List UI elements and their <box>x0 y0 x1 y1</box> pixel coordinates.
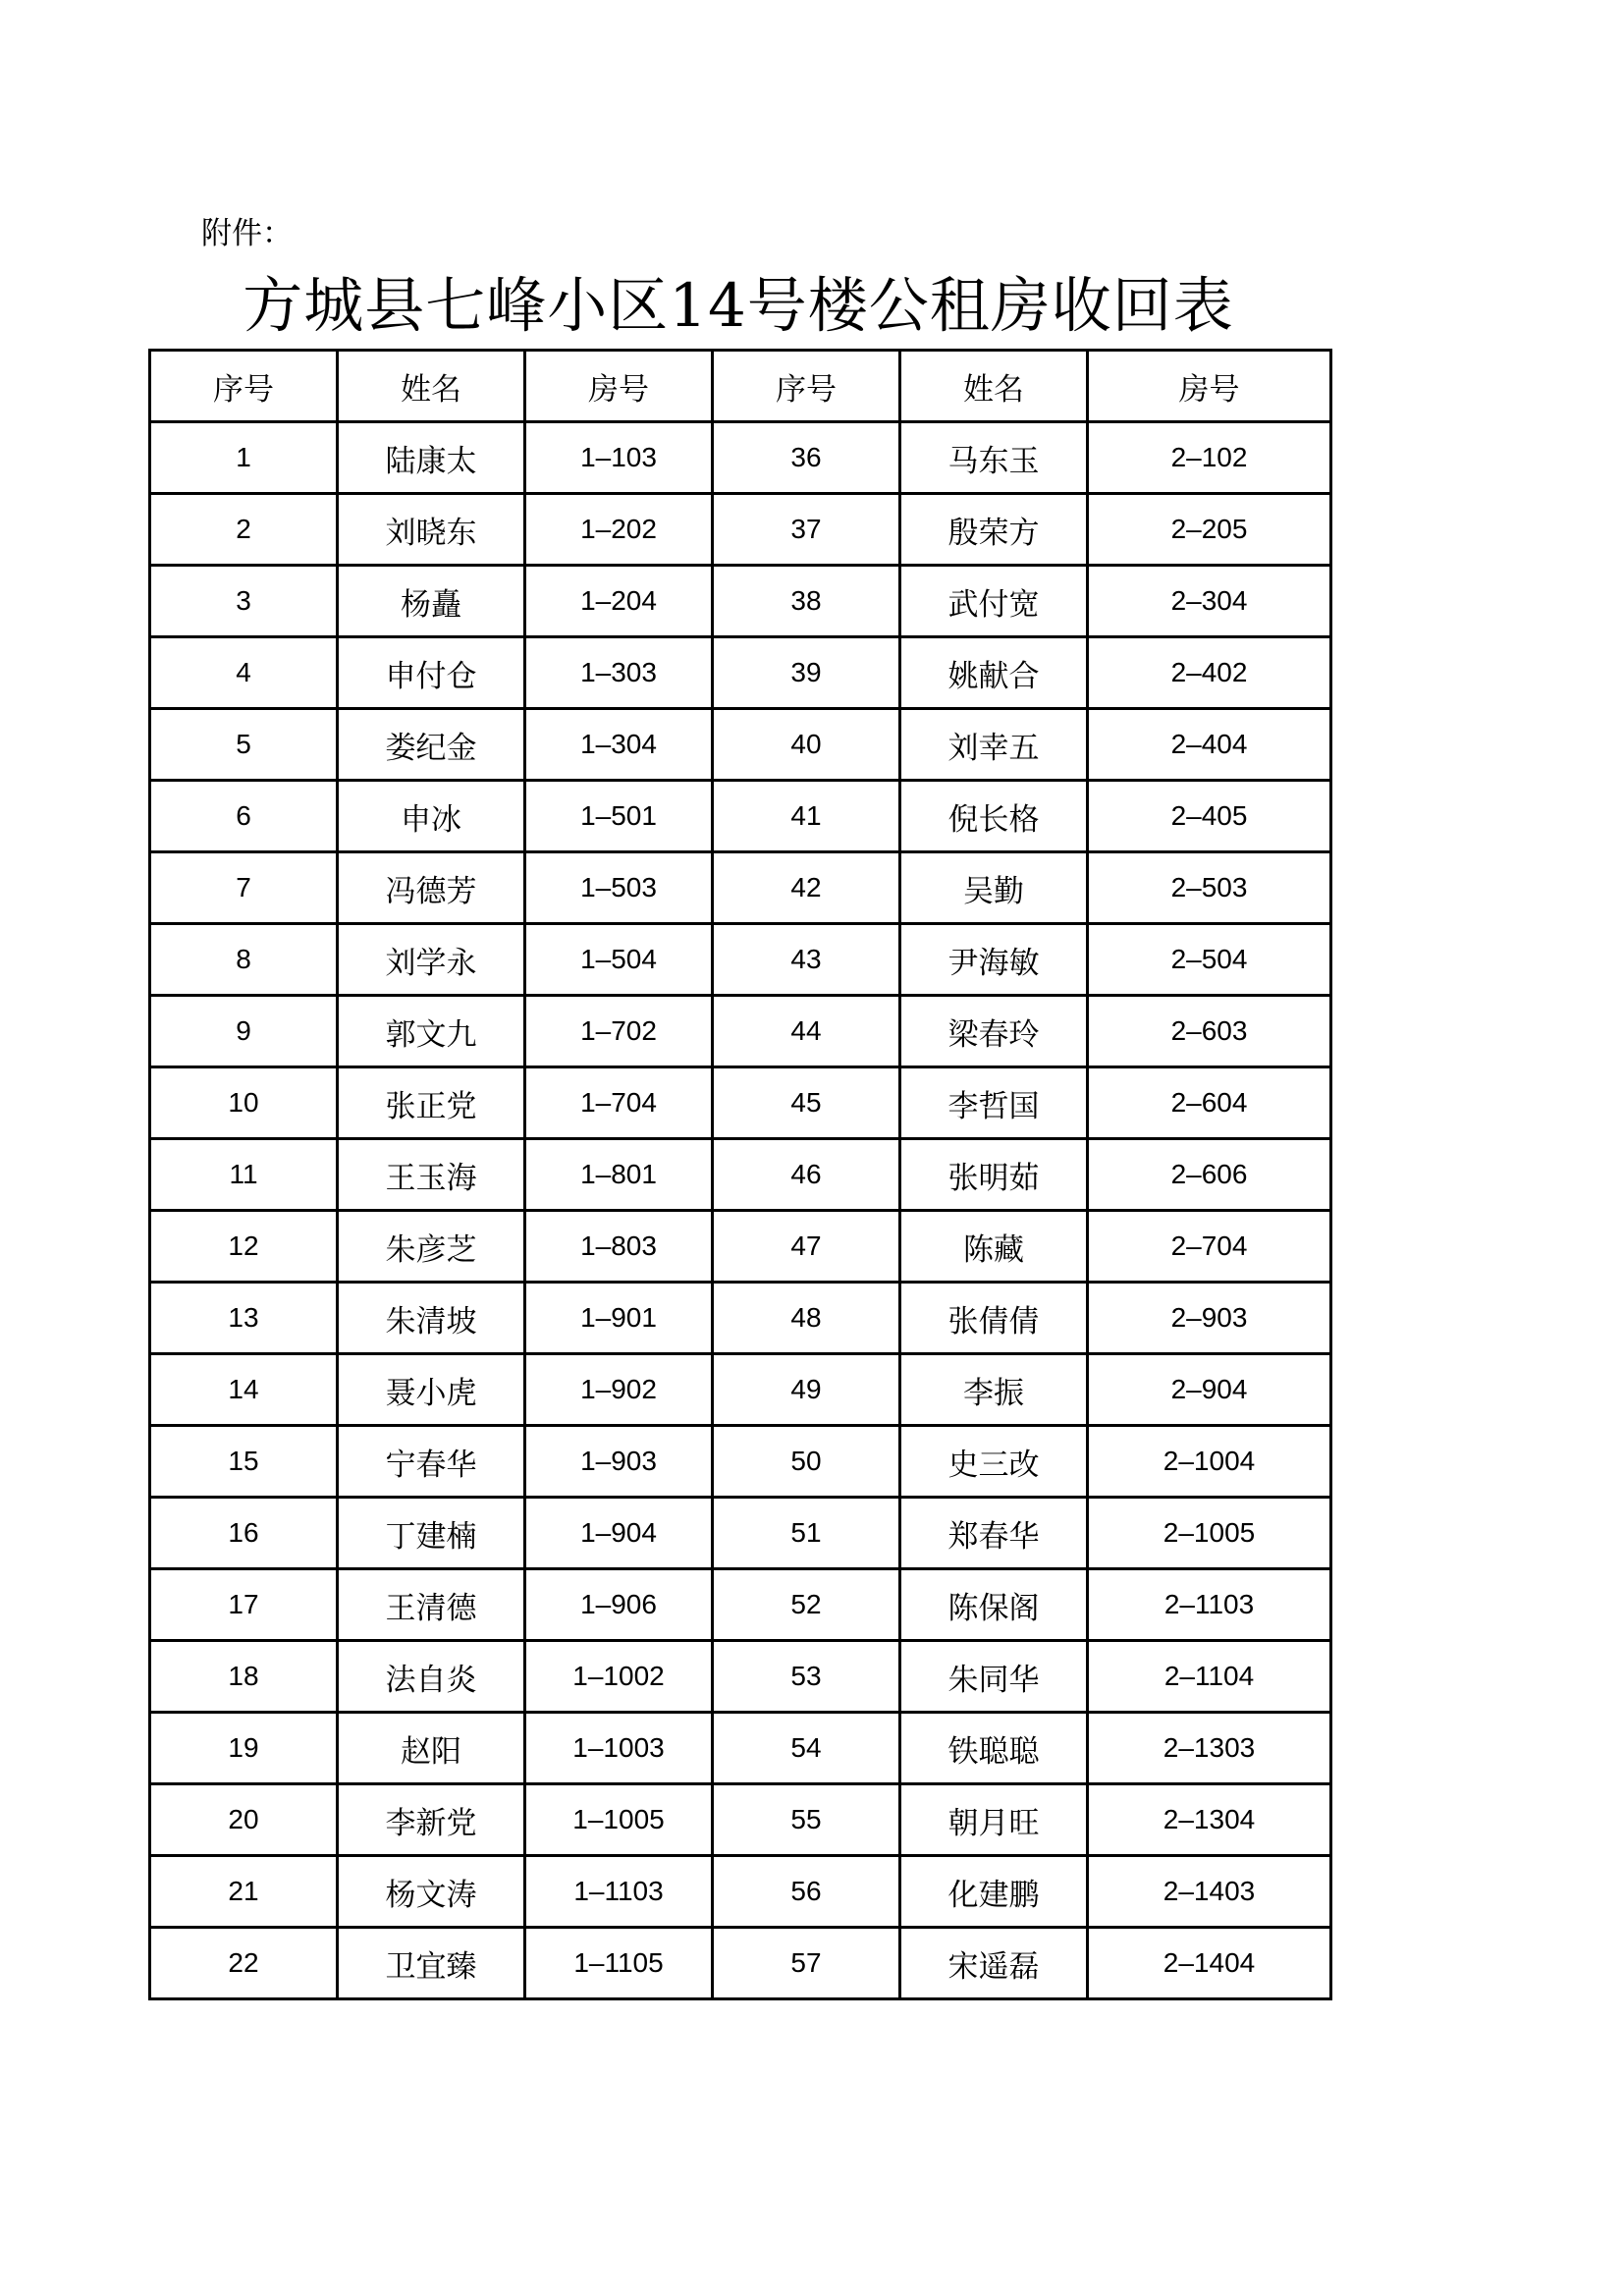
cell-seq-left: 18 <box>150 1641 338 1713</box>
cell-name-left: 李新党 <box>338 1784 525 1856</box>
header-seq-right: 序号 <box>713 351 900 422</box>
cell-name-left: 杨文涛 <box>338 1856 525 1928</box>
cell-name-left: 法自炎 <box>338 1641 525 1713</box>
cell-room-left: 1–901 <box>525 1283 713 1354</box>
cell-room-left: 1–304 <box>525 709 713 781</box>
cell-name-right: 梁春玲 <box>900 996 1088 1067</box>
cell-name-left: 杨矗 <box>338 566 525 637</box>
cell-room-left: 1–504 <box>525 924 713 996</box>
cell-room-right: 2–1404 <box>1088 1928 1331 1999</box>
table-row <box>150 1713 1331 1784</box>
table-row <box>150 566 1331 637</box>
cell-room-right: 2–404 <box>1088 709 1331 781</box>
table-row <box>150 1067 1331 1139</box>
cell-seq-left: 3 <box>150 566 338 637</box>
cell-room-left: 1–1002 <box>525 1641 713 1713</box>
cell-seq-right: 39 <box>713 637 900 709</box>
cell-name-left: 刘学永 <box>338 924 525 996</box>
cell-room-right: 2–1004 <box>1088 1426 1331 1498</box>
table-row <box>150 1928 1331 1999</box>
header-name-right: 姓名 <box>900 351 1088 422</box>
cell-seq-right: 43 <box>713 924 900 996</box>
cell-seq-right: 49 <box>713 1354 900 1426</box>
cell-room-right: 2–904 <box>1088 1354 1331 1426</box>
cell-room-left: 1–1105 <box>525 1928 713 1999</box>
header-seq-left: 序号 <box>150 351 338 422</box>
cell-seq-right: 36 <box>713 422 900 494</box>
cell-room-right: 2–1304 <box>1088 1784 1331 1856</box>
cell-name-left: 张正党 <box>338 1067 525 1139</box>
cell-seq-left: 2 <box>150 494 338 566</box>
cell-seq-right: 47 <box>713 1211 900 1283</box>
cell-name-right: 史三改 <box>900 1426 1088 1498</box>
cell-name-right: 姚献合 <box>900 637 1088 709</box>
table-row <box>150 422 1331 494</box>
cell-seq-left: 16 <box>150 1498 338 1569</box>
cell-seq-right: 55 <box>713 1784 900 1856</box>
cell-name-right: 宋遥磊 <box>900 1928 1088 1999</box>
page-title: 方城县七峰小区14号楼公租房收回表 <box>243 271 1234 341</box>
cell-seq-left: 20 <box>150 1784 338 1856</box>
table-row <box>150 1139 1331 1211</box>
table-row <box>150 494 1331 566</box>
cell-seq-right: 37 <box>713 494 900 566</box>
cell-room-left: 1–702 <box>525 996 713 1067</box>
cell-room-right: 2–1403 <box>1088 1856 1331 1928</box>
cell-room-right: 2–903 <box>1088 1283 1331 1354</box>
cell-seq-left: 6 <box>150 781 338 852</box>
cell-name-right: 倪长格 <box>900 781 1088 852</box>
cell-seq-right: 42 <box>713 852 900 924</box>
cell-seq-left: 19 <box>150 1713 338 1784</box>
table-row <box>150 1211 1331 1283</box>
cell-seq-left: 12 <box>150 1211 338 1283</box>
cell-seq-left: 13 <box>150 1283 338 1354</box>
cell-name-left: 朱彦芝 <box>338 1211 525 1283</box>
cell-seq-left: 14 <box>150 1354 338 1426</box>
cell-seq-left: 5 <box>150 709 338 781</box>
table-row <box>150 1498 1331 1569</box>
cell-room-left: 1–204 <box>525 566 713 637</box>
table-row <box>150 852 1331 924</box>
table-row <box>150 924 1331 996</box>
cell-seq-right: 51 <box>713 1498 900 1569</box>
cell-name-left: 王玉海 <box>338 1139 525 1211</box>
cell-room-right: 2–606 <box>1088 1139 1331 1211</box>
cell-room-left: 1–1005 <box>525 1784 713 1856</box>
cell-room-left: 1–704 <box>525 1067 713 1139</box>
cell-seq-left: 9 <box>150 996 338 1067</box>
cell-name-left: 赵阳 <box>338 1713 525 1784</box>
cell-name-right: 刘幸五 <box>900 709 1088 781</box>
cell-name-right: 铁聪聪 <box>900 1713 1088 1784</box>
table-row <box>150 1426 1331 1498</box>
cell-name-right: 李振 <box>900 1354 1088 1426</box>
cell-name-left: 聂小虎 <box>338 1354 525 1426</box>
cell-name-left: 刘晓东 <box>338 494 525 566</box>
cell-name-right: 郑春华 <box>900 1498 1088 1569</box>
cell-seq-right: 48 <box>713 1283 900 1354</box>
cell-room-left: 1–904 <box>525 1498 713 1569</box>
cell-name-right: 张明茹 <box>900 1139 1088 1211</box>
cell-name-right: 李哲国 <box>900 1067 1088 1139</box>
cell-room-left: 1–503 <box>525 852 713 924</box>
cell-room-right: 2–504 <box>1088 924 1331 996</box>
cell-room-right: 2–1104 <box>1088 1641 1331 1713</box>
table-row <box>150 1856 1331 1928</box>
cell-seq-right: 52 <box>713 1569 900 1641</box>
cell-seq-right: 53 <box>713 1641 900 1713</box>
cell-room-right: 2–603 <box>1088 996 1331 1067</box>
cell-name-left: 申冰 <box>338 781 525 852</box>
cell-room-right: 2–102 <box>1088 422 1331 494</box>
cell-room-right: 2–1103 <box>1088 1569 1331 1641</box>
table-row <box>150 1354 1331 1426</box>
header-name-left: 姓名 <box>338 351 525 422</box>
cell-room-right: 2–1005 <box>1088 1498 1331 1569</box>
cell-room-left: 1–902 <box>525 1354 713 1426</box>
cell-room-right: 2–205 <box>1088 494 1331 566</box>
cell-room-right: 2–704 <box>1088 1211 1331 1283</box>
table-body <box>150 422 1331 1999</box>
cell-room-left: 1–1103 <box>525 1856 713 1928</box>
cell-name-right: 吴勤 <box>900 852 1088 924</box>
cell-name-right: 朝月旺 <box>900 1784 1088 1856</box>
table-row <box>150 781 1331 852</box>
table-row <box>150 637 1331 709</box>
cell-seq-left: 7 <box>150 852 338 924</box>
cell-name-right: 武付宽 <box>900 566 1088 637</box>
cell-seq-right: 44 <box>713 996 900 1067</box>
cell-seq-right: 50 <box>713 1426 900 1498</box>
cell-seq-left: 1 <box>150 422 338 494</box>
cell-name-left: 宁春华 <box>338 1426 525 1498</box>
cell-seq-left: 11 <box>150 1139 338 1211</box>
cell-seq-right: 45 <box>713 1067 900 1139</box>
header-room-left: 房号 <box>525 351 713 422</box>
cell-room-left: 1–903 <box>525 1426 713 1498</box>
cell-name-left: 卫宜臻 <box>338 1928 525 1999</box>
cell-room-left: 1–1003 <box>525 1713 713 1784</box>
cell-seq-left: 21 <box>150 1856 338 1928</box>
table-row <box>150 1569 1331 1641</box>
cell-name-left: 陆康太 <box>338 422 525 494</box>
cell-room-right: 2–1303 <box>1088 1713 1331 1784</box>
cell-room-right: 2–405 <box>1088 781 1331 852</box>
cell-name-left: 朱清坡 <box>338 1283 525 1354</box>
cell-name-right: 尹海敏 <box>900 924 1088 996</box>
table-row <box>150 1784 1331 1856</box>
cell-seq-right: 54 <box>713 1713 900 1784</box>
cell-name-right: 张倩倩 <box>900 1283 1088 1354</box>
cell-seq-right: 57 <box>713 1928 900 1999</box>
cell-seq-left: 8 <box>150 924 338 996</box>
cell-room-right: 2–503 <box>1088 852 1331 924</box>
cell-seq-right: 56 <box>713 1856 900 1928</box>
cell-seq-left: 10 <box>150 1067 338 1139</box>
attachment-label: 附件： <box>201 216 293 251</box>
cell-seq-right: 40 <box>713 709 900 781</box>
cell-name-left: 娄纪金 <box>338 709 525 781</box>
cell-seq-left: 4 <box>150 637 338 709</box>
table-row <box>150 709 1331 781</box>
cell-seq-right: 41 <box>713 781 900 852</box>
cell-seq-right: 38 <box>713 566 900 637</box>
cell-seq-right: 46 <box>713 1139 900 1211</box>
cell-room-right: 2–402 <box>1088 637 1331 709</box>
cell-room-left: 1–801 <box>525 1139 713 1211</box>
cell-name-right: 陈藏 <box>900 1211 1088 1283</box>
cell-room-left: 1–501 <box>525 781 713 852</box>
cell-name-left: 郭文九 <box>338 996 525 1067</box>
cell-room-left: 1–103 <box>525 422 713 494</box>
cell-name-right: 殷荣方 <box>900 494 1088 566</box>
cell-name-left: 王清德 <box>338 1569 525 1641</box>
cell-name-right: 马东玉 <box>900 422 1088 494</box>
cell-name-right: 朱同华 <box>900 1641 1088 1713</box>
table-header-row <box>150 351 1331 422</box>
cell-seq-left: 15 <box>150 1426 338 1498</box>
table-row <box>150 1283 1331 1354</box>
table-row <box>150 1641 1331 1713</box>
cell-name-right: 化建鹏 <box>900 1856 1088 1928</box>
cell-room-left: 1–303 <box>525 637 713 709</box>
cell-name-left: 申付仓 <box>338 637 525 709</box>
table-row <box>150 996 1331 1067</box>
cell-name-right: 陈保阁 <box>900 1569 1088 1641</box>
cell-room-right: 2–304 <box>1088 566 1331 637</box>
recall-table <box>148 349 1332 2000</box>
cell-room-left: 1–906 <box>525 1569 713 1641</box>
cell-room-left: 1–803 <box>525 1211 713 1283</box>
cell-room-right: 2–604 <box>1088 1067 1331 1139</box>
cell-seq-left: 22 <box>150 1928 338 1999</box>
cell-name-left: 丁建楠 <box>338 1498 525 1569</box>
cell-seq-left: 17 <box>150 1569 338 1641</box>
header-room-right: 房号 <box>1088 351 1331 422</box>
cell-room-left: 1–202 <box>525 494 713 566</box>
cell-name-left: 冯德芳 <box>338 852 525 924</box>
